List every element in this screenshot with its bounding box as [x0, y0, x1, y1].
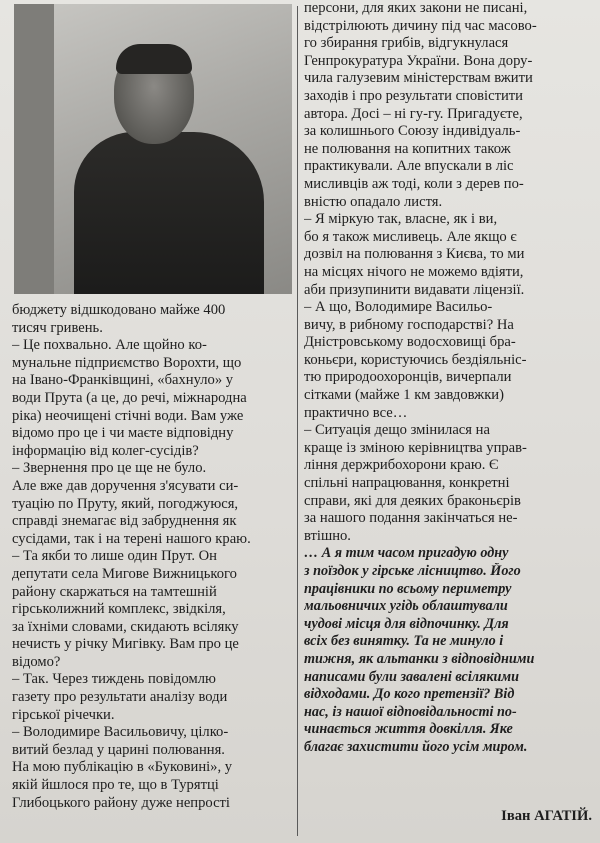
text-line: Дністровському водосховищі бра- — [304, 334, 516, 351]
text-line: – Я міркую так, власне, як і ви, — [304, 211, 498, 228]
portrait-photo — [14, 4, 292, 294]
text-line: дозвіл на полювання з Києва, то ми — [304, 246, 525, 263]
text-line: району скаржаться на тамтешній — [12, 583, 217, 600]
text-line: за нашого подання закінчаться не- — [304, 510, 518, 527]
italic-text-line: … А я тим часом пригадую одну — [304, 545, 509, 562]
text-line: – Володимире Васильовичу, цілко- — [12, 724, 229, 741]
text-line: за колишнього Союзу індивідуаль- — [304, 123, 521, 140]
italic-text-line: з поїздок у гірське лісництво. Його — [304, 563, 521, 579]
italic-text-line: мальовничих угідь облаштували — [304, 598, 508, 615]
text-line: вністю опадало листя. — [304, 193, 443, 210]
text-line: нечисть у річку Мигівку. Вам про це — [12, 636, 239, 653]
text-line: чила галузевим міністерствам вжити — [304, 70, 533, 87]
text-line: ління держрибохорони краю. Є — [304, 457, 499, 474]
text-line: гірської річечки. — [12, 706, 115, 723]
text-line: відомо? — [12, 653, 61, 670]
text-line: інформацію від колег-сусідів? — [12, 442, 199, 459]
text-line: – А що, Володимире Васильо- — [304, 299, 493, 316]
text-line: – Так. Через тиждень повідомлю — [12, 671, 216, 688]
text-line: відстрілюють дичину під час масово- — [304, 17, 537, 34]
italic-text-line: відходами. До кого претензії? Від — [304, 686, 515, 703]
text-line: справи, які для деяких браконьєрів — [304, 492, 521, 509]
text-line: витий безлад у царині полювання. — [12, 741, 225, 758]
text-line: туацію по Пруту, який, погоджуюся, — [12, 495, 239, 512]
text-line: На мою публікацію в «Буковині», у — [12, 759, 233, 776]
text-line: тисяч гривень. — [12, 319, 103, 336]
right-column-text — [304, 0, 588, 545]
text-line: ріка) неочищені стічні води. Вам уже — [12, 407, 244, 424]
text-line: сусідами, так і на терені нашого краю. — [12, 530, 251, 547]
text-line: мунальне підприємство Ворохти, що — [12, 354, 242, 371]
left-column-text — [12, 302, 294, 812]
text-line: на Івано-Франківщині, «бахнуло» у — [12, 372, 234, 389]
text-line: Але вже дав доручення з'ясувати си- — [12, 477, 239, 494]
text-line: персони, для яких закони не писані, — [304, 0, 528, 16]
italic-text-line: благає захистити його усім миром. — [304, 738, 528, 755]
text-line: за їхніми словами, скидають всіляку — [12, 618, 239, 635]
text-line: Генпрокуратура України. Вона дору- — [304, 52, 533, 69]
italic-text-line: чудові місця для відпочинку. Для — [304, 615, 509, 632]
right-column — [304, 0, 588, 757]
text-line: аби призупинити видавати ліцензії. — [304, 281, 525, 298]
text-line: відомо про це і чи маєте відповідну — [12, 425, 234, 442]
text-line: води Прута (а це, до речі, міжнародна — [12, 389, 247, 406]
author-signature: Іван АГАТІЙ. — [501, 808, 592, 824]
italic-text-line: всіх без винятку. Та не минуло і — [304, 633, 504, 650]
italic-text-line: працівники по всьому периметру — [304, 580, 512, 597]
text-line: бюджету відшкодовано майже 400 — [12, 302, 226, 318]
text-line: справді знемагає від забруднення як — [12, 513, 237, 530]
text-line: Глибоцького району дуже непрості — [12, 794, 230, 811]
text-line: втішно. — [304, 527, 351, 544]
italic-text-line: тижня, як альтанки з відповідними — [304, 650, 535, 667]
italic-text-line: чинається життя довкілля. Яке — [304, 721, 513, 738]
text-line: – Це похвально. Але щойно ко- — [12, 337, 207, 354]
text-line: сітками (майже 1 км завдовжки) — [304, 387, 504, 404]
text-line: газету про результати аналізу води — [12, 689, 228, 706]
italic-text-line: нас, із нашої відповідальності по- — [304, 703, 517, 720]
right-column-italic-text — [304, 545, 588, 756]
text-line: краще із зміною керівництва управ- — [304, 439, 527, 456]
text-line: го збирання грибів, відгукнулася — [304, 35, 509, 52]
text-line: – Ситуація дещо змінилася на — [304, 422, 490, 439]
text-line: депутати села Мигове Вижницького — [12, 565, 237, 582]
text-line: вичу, в рибному господарстві? На — [304, 316, 514, 333]
text-line: практично все… — [304, 404, 408, 421]
text-line: на місцях нічого не можемо вдіяти, — [304, 263, 524, 280]
text-line: заходів і про результати сповістити — [304, 87, 523, 104]
left-column — [12, 0, 294, 812]
text-line: якій йшлося про те, що в Турятці — [12, 777, 219, 794]
text-line: не полювання на копитних також — [304, 140, 511, 157]
text-line: тю природоохоронців, вичерпали — [304, 369, 512, 386]
text-line: мисливців аж тоді, коли з дерев по- — [304, 175, 524, 192]
text-line: коньєри, користуючись бездіяльніс- — [304, 351, 527, 368]
text-line: практикували. Але впускали в ліс — [304, 158, 514, 175]
text-line: автора. Досі – ні гу-гу. Пригадуєте, — [304, 105, 523, 122]
column-divider — [297, 6, 298, 836]
text-line: бо я також мисливець. Але якщо є — [304, 228, 517, 245]
text-line: спільні напрацювання, конкретні — [304, 475, 510, 492]
text-line: – Та якби то лише один Прут. Он — [12, 548, 217, 565]
text-line: гірськолижний комплекс, звідкіля, — [12, 601, 226, 618]
italic-text-line: написами були завалені всілякими — [304, 668, 520, 685]
text-line: – Звернення про це ще не було. — [12, 460, 207, 477]
